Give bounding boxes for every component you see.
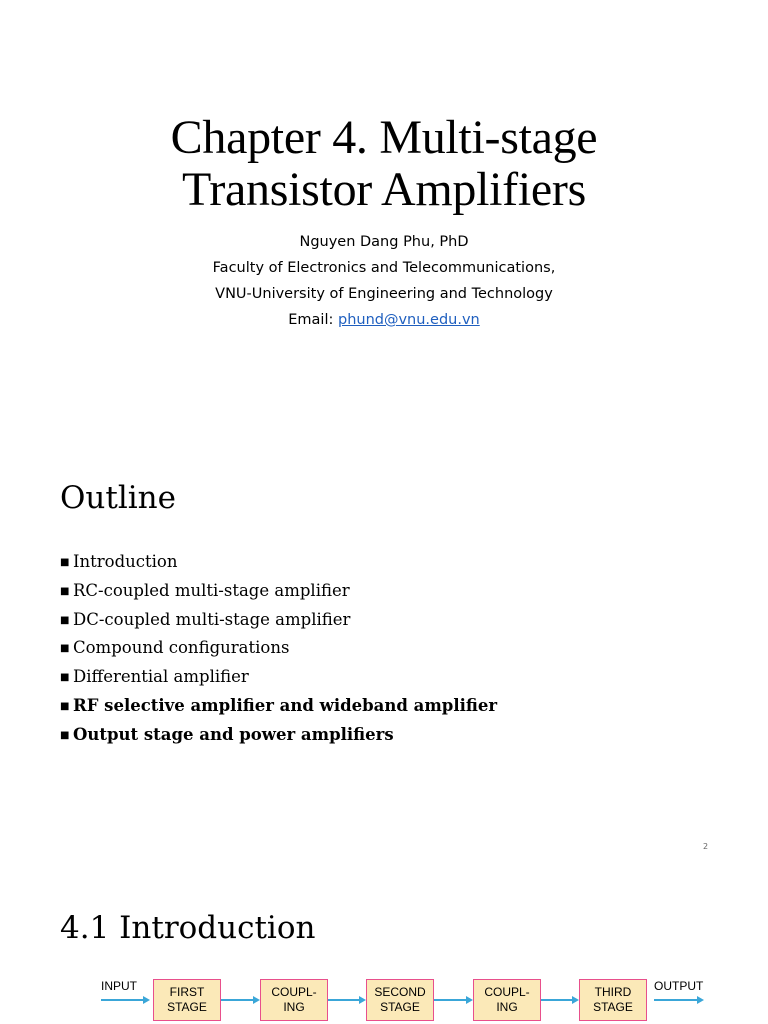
- page-number: 2: [703, 842, 709, 851]
- chapter-title-line2: Transistor Amplifiers: [182, 163, 586, 216]
- connector-arrow: [541, 996, 579, 1004]
- diagram-block-label: ING: [496, 1000, 518, 1014]
- introduction-title: 4.1 Introduction: [60, 910, 316, 946]
- diagram-block-label: STAGE: [380, 1000, 420, 1014]
- diagram-block: [473, 979, 541, 1021]
- email-label: Email:: [288, 312, 338, 328]
- chapter-title: [0, 112, 768, 216]
- diagram-block-label: COUPL-: [484, 985, 530, 999]
- outline-item-label: Introduction: [73, 552, 178, 571]
- bullet-square-icon: ■: [60, 557, 70, 568]
- outline-slide: [0, 430, 768, 860]
- outline-item-label: Output stage and power amplifiers: [73, 724, 394, 744]
- title-slide: [0, 0, 768, 430]
- outline-item-label: RC-coupled multi-stage amplifier: [73, 580, 350, 600]
- outline-item: [60, 692, 497, 721]
- diagram-block-label: STAGE: [167, 1000, 207, 1014]
- chapter-title-line1: Chapter 4. Multi-stage: [170, 111, 598, 164]
- outline-item: [60, 663, 497, 692]
- multistage-block-diagram: [0, 975, 768, 1024]
- diagram-block-label: FIRST: [169, 985, 205, 999]
- bullet-square-icon: ■: [60, 729, 70, 741]
- university-name: VNU-University of Engineering and Technology: [215, 286, 553, 302]
- diagram-block: [579, 979, 647, 1021]
- diagram-block: [366, 979, 434, 1021]
- diagram-block-label: THIRD: [594, 985, 632, 999]
- diagram-block-label: SECOND: [374, 985, 426, 999]
- diagram-block-label: STAGE: [593, 1000, 633, 1014]
- connector-arrow: [328, 996, 366, 1004]
- email-link[interactable]: phund@vnu.edu.vn: [337, 312, 480, 328]
- diagram-block: [153, 979, 221, 1021]
- input-label: INPUT: [101, 979, 137, 993]
- diagram-block-label: ING: [283, 1000, 305, 1014]
- outline-item: [60, 548, 497, 577]
- author-name: Nguyen Dang Phu, PhD: [299, 234, 469, 250]
- outline-title: Outline: [60, 480, 176, 516]
- diagram-block-label: COUPL-: [271, 985, 317, 999]
- input-arrow: [101, 996, 150, 1004]
- outline-list: [60, 548, 497, 750]
- connector-arrow: [434, 996, 473, 1004]
- faculty-name: Faculty of Electronics and Telecommunications,: [212, 260, 556, 276]
- author-info: [0, 229, 768, 333]
- introduction-slide: [0, 860, 768, 1024]
- email-line: [0, 307, 768, 333]
- bullet-square-icon: ■: [60, 614, 70, 626]
- outline-item: [60, 634, 497, 663]
- outline-item-label: Compound configurations: [73, 638, 290, 658]
- connector-arrow: [221, 996, 260, 1004]
- outline-item: [60, 606, 497, 635]
- outline-item: [60, 721, 497, 750]
- bullet-square-icon: ■: [60, 700, 70, 712]
- bullet-square-icon: ■: [60, 643, 70, 655]
- outline-item-label: RF selective amplifier and wideband amplifier: [73, 695, 498, 715]
- diagram-block: [260, 979, 328, 1021]
- outline-item: [60, 577, 497, 606]
- output-label: OUTPUT: [654, 979, 704, 993]
- bullet-square-icon: ■: [60, 672, 70, 684]
- outline-item-label: Differential amplifier: [73, 667, 249, 687]
- output-arrow: [654, 996, 704, 1004]
- outline-item-label: DC-coupled multi-stage amplifier: [73, 609, 351, 629]
- bullet-square-icon: ■: [60, 585, 70, 597]
